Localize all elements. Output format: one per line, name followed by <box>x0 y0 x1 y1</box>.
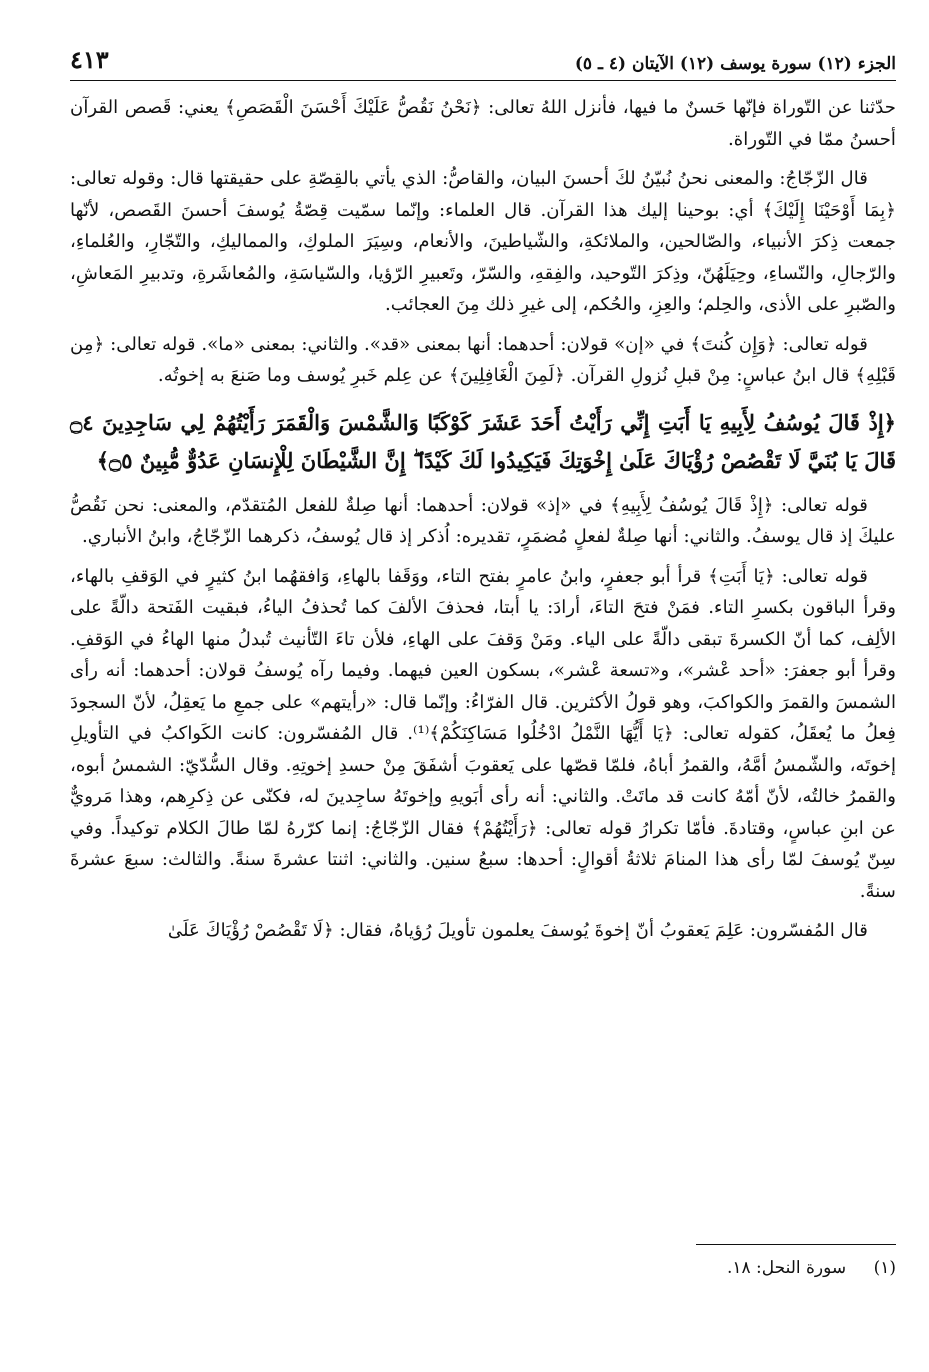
paragraph-4: قوله تعالى: ﴿إِذْ قَالَ يُوسُفُ لِأَبِيهِ﴾ في «إذ» قولان: أحدهما: أنها صِلةٌ للفعل المُتقدّم، والمعنى: نحن نَقُصُّ عليكَ إذ قال يوسفُ. والثاني: أنها صِلةٌ لفعلٍ مُضمَرٍ، تقديره: اُذكر إذ قال يُوسفُ، ذكرهما الزّجّاجُ، وابنُ الأنباري. <box>70 494 896 547</box>
page-number: ٤١٣ <box>70 45 109 74</box>
footnote <box>70 1258 896 1278</box>
paragraph-2: قال الزّجّاجُ: والمعنى نحنُ نُبيّنُ لكَ أحسنَ البيان، والقاصُّ: الذي يأتي بالقِصّةِ على حقيقتها قال: وقوله تعالى: ﴿بِمَا أَوْحَيْنَا إِلَيْكَ﴾ أي: بوحينا إليك هذا القرآن. قال العلماء: وإنّما سمّيت قِصّةُ يُوسفَ أحسنَ القَصص، لأنّها جمعت ذِكرَ الأنبياء، والصّالحين، والملائكةِ، والشّياطينَ، والأنعام، وسِيَرَ الملوكِ، والمماليكِ، والتّجّارِ، والعُلماءِ، والرّجالِ، والنّساءِ، وحِيَلَهُنّ، وذِكرَ التّوحيد، والفِقهِ، والسّرّ، وتَعبيرِ الرّؤيا، والسّياسَةِ، والمُعاشَرةِ، وتدبيرِ المَعاشِ، والصّبرِ على الأذى، والحِلم؛ والعِزِ، والحُكم، إلى غيرِ ذلك مِنَ العجائب. <box>70 168 896 315</box>
paragraph-6: قال المُفسّرون: عَلِمَ يَعقوبُ أنّ إخوةَ يُوسفَ يعلمون تأويلَ رُؤياهُ، فقال: ﴿لَا تَقْصُصْ رُؤْيَاكَ عَلَىٰ <box>167 920 868 941</box>
footnote-marker: (١) <box>873 1258 896 1278</box>
paragraph-5: قوله تعالى: ﴿يَا أَبَتِ﴾ قرأ أبو جعفرٍ، وابنُ عامرٍ بفتح التاء، ووَقَفا بالهاءِ، وَافقهُما ابنُ كثيرٍ في الوَقفِ بالهاء، وقرأ الباقون بكسرِ التاء. فمَنْ فتحَ التاءَ، أرادَ: يا أبتا، فحذفَ الألفَ كما تُحذفُ الياءُ، فبقيت الفَتحة دالّةً على الألِف، كما أنّ الكسرةَ تبقى دالّةً على الياء. ومَنْ وَقفَ على الهاءِ، فلأن تاءَ التّأنيث تُبدلُ منها الهاءُ في الوَقفِ. وقرأ أبو جعفرَ: «أحد عْشر»، و«تسعة عْشر»، بسكون العين فيهما. وفيما رآه يُوسفُ قولان: أحدهما: أنه رأى الشمسَ والقمرَ والكواكبَ، وهو قولُ الأكثرين. قال الفرّاءُ: وإنّما قال: «رأيتهم» على جمعِ ما يَعقِلُ، لأنّ السجودَ فِعلُ ما يُعقَلُ، كقوله تعالى: ﴿يَا أَيُّهَا النَّمْلُ ادْخُلُوا مَسَاكِنَكُمْ﴾⁽¹⁾. قال المُفسّرون: كانت الكَواكبُ في التأويلِ إخوتَه، والشّمسُ أمَّهُ، والقمرُ أباهُ، فلمّا قصّها على يَعقوبَ أشفَقَ مِنْ حسدِ إخوتِهِ. وقال السُّدّيّ: الشمسُ أبوه، والقمرُ خالتُه، لأنّ أمّهُ كانت قد ماتَتْ. والثاني: أنه رأى أبَويهِ وإخوتَهُ ساجِدينَ له، فكنّى عن ذِكرِهم، وهذا مَرويٌّ عن ابنِ عباسٍ، وقتادةَ. فأمّا تكرارُ قوله تعالى: ﴿رَأَيْتُهُمْ﴾ فقال الزّجّاجُ: إنما كرّرهُ لمّا طالَ الكلام توكيداً. وفي سِنّ يُوسفَ لمّا رأى هذا المنامَ ثلاثةُ أقوالٍ: أحدها: سبعُ سنين. والثاني: اثنتا عشرةَ سنةً. والثالث: سبعَ عشرةَ سنةً. <box>70 565 896 902</box>
header-rule <box>70 80 896 81</box>
header-title: الجزء (١٢) سورة يوسف (١٢) الآيتان (٤ ـ ٥) <box>574 54 896 74</box>
paragraph-3: قوله تعالى: ﴿وَإِن كُنتَ﴾ في «إن» قولان: أحدهما: أنها بمعنى «قد». والثاني: بمعنى «ما». قوله تعالى: ﴿مِن قَبْلِهِ﴾ قال ابنُ عباسٍ: مِنْ قبلِ نُزولِ القرآن. ﴿لَمِنَ الْغَافِلِينَ﴾ عن عِلم خَبرِ يُوسف وما صَنعَ به إخوتُه. <box>70 333 896 386</box>
running-header <box>70 40 896 74</box>
quran-verse: ﴿إِذْ قَالَ يُوسُفُ لِأَبِيهِ يَا أَبَتِ إِنِّي رَأَيْتُ أَحَدَ عَشَرَ كَوْكَبًا وَالشَّمْسَ وَالْقَمَرَ رَأَيْتُهُمْ لِي سَاجِدِينَ ۝٤ قَالَ يَا بُنَيَّ لَا تَقْصُصْ رُؤْيَاكَ عَلَىٰ إِخْوَتِكَ فَيَكِيدُوا لَكَ كَيْدًا ۖ إِنَّ الشَّيْطَانَ لِلْإِنسَانِ عَدُوٌّ مُّبِينٌ ۝٥﴾ <box>70 409 896 473</box>
footnote-rule <box>696 1244 896 1245</box>
paragraph-1: حدّثنا عن التّوراة فإنّها حَسنٌ ما فيها، فأنزل اللهُ تعالى: ﴿نَحْنُ نَقُصُّ عَلَيْكَ أَحْسَنَ الْقَصَصِ﴾ يعني: قَصص القرآن أحسنُ ممّا في التّوراة. <box>70 97 896 150</box>
footnote-text: سورة النحل: ١٨. <box>726 1258 847 1278</box>
main-text <box>70 92 896 955</box>
